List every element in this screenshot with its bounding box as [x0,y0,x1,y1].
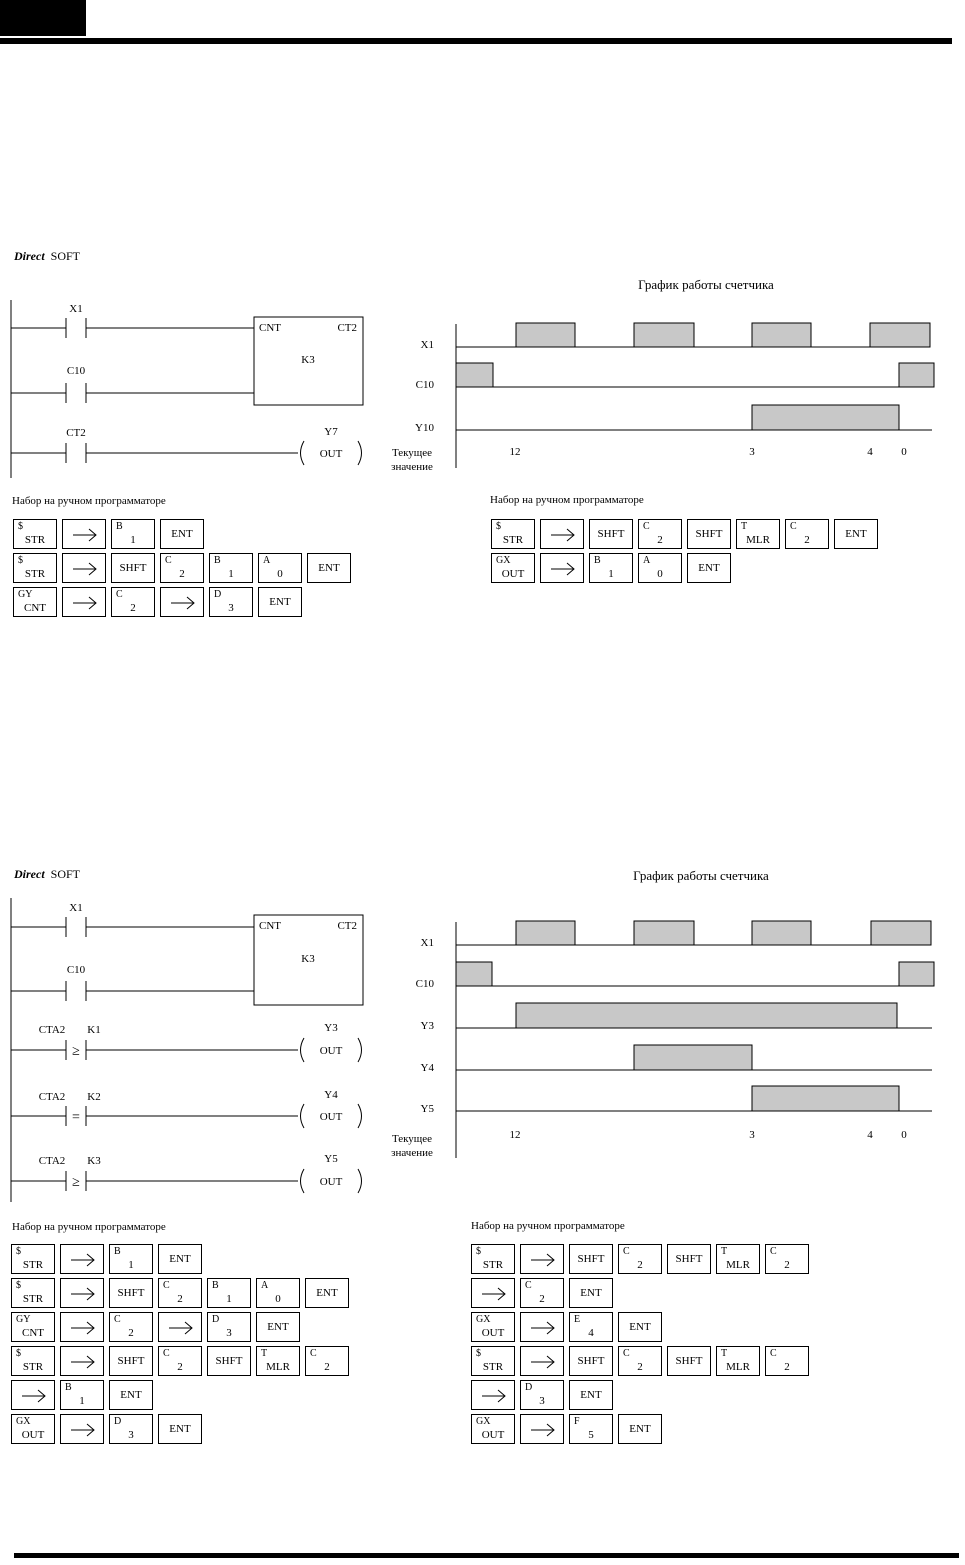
keystroke-row [11,1380,158,1412]
rung-4-contact: CTA2 [38,1091,66,1103]
rung-1-contact: X1 [69,902,83,914]
keystroke-row [11,1278,354,1310]
counter-type: CNT [259,322,281,334]
rung-2-contact: C10 [66,365,86,377]
key-2: C 2 [520,1278,564,1308]
rung-3-contact: CTA2 [38,1024,66,1036]
arrow-key-icon [60,1346,104,1376]
arrow-key-icon [158,1312,202,1342]
count-value: 3 [749,446,755,458]
rung-2-contact: C10 [66,964,86,976]
brand-direct: Direct [14,867,45,881]
key-ent: ENT [109,1380,153,1410]
counter-preset: K3 [301,953,315,965]
signal-label: Y10 [415,422,434,434]
signal-label: Y4 [420,1062,434,1074]
key-5: F 5 [569,1414,613,1444]
key-2: C 2 [638,519,682,549]
key-shft: SHFT [207,1346,251,1376]
counter-name: CT2 [337,322,357,334]
handheld-label: Набор на ручном программаторе [12,1221,166,1233]
count-value: 12 [509,1129,521,1141]
key-2: C 2 [618,1244,662,1274]
keystroke-row [471,1278,618,1310]
current-value-label: значение [391,461,433,473]
key-1: B 1 [111,519,155,549]
key-3: D 3 [520,1380,564,1410]
handheld-label: Набор на ручном программаторе [12,495,166,507]
key-shft: SHFT [109,1346,153,1376]
key-mlr: T MLR [736,519,780,549]
key-out: GX OUT [471,1312,515,1342]
keystroke-row [471,1414,667,1446]
key-ent: ENT [569,1380,613,1410]
coil-label: OUT [319,1111,343,1123]
brand-direct: Direct [14,249,45,263]
arrow-key-icon [520,1414,564,1444]
arrow-key-icon [520,1312,564,1342]
counter-preset: K3 [301,354,315,366]
keystroke-row [471,1312,667,1344]
current-value-label: значение [391,1147,433,1159]
key-2: C 2 [765,1346,809,1376]
key-0: A 0 [258,553,302,583]
coil-address: Y3 [324,1022,338,1034]
timing-title: График работы счетчика [633,868,769,883]
key-out: GX OUT [11,1414,55,1444]
key-2: C 2 [305,1346,349,1376]
signal-label: X1 [420,937,434,949]
key-ent: ENT [569,1278,613,1308]
count-value: 0 [901,446,907,458]
key-str: $ STR [13,519,57,549]
rung-3-contact: CT2 [66,427,86,439]
key-3: D 3 [207,1312,251,1342]
keystroke-row [11,1346,354,1378]
arrow-key-icon [60,1244,104,1274]
key-1: B 1 [109,1244,153,1274]
key-2: C 2 [158,1278,202,1308]
key-shft: SHFT [667,1244,711,1274]
count-value: 4 [867,1129,873,1141]
rung-3-constant: K1 [87,1024,101,1036]
key-4: E 4 [569,1312,613,1342]
key-ent: ENT [834,519,878,549]
counter-type: CNT [259,920,281,932]
coil-label: OUT [319,448,343,460]
key-shft: SHFT [569,1244,613,1274]
count-value: 4 [867,446,873,458]
key-1: B 1 [60,1380,104,1410]
coil-label: OUT [319,1176,343,1188]
timing-title: График работы счетчика [638,277,774,292]
key-1: B 1 [207,1278,251,1308]
key-mlr: T MLR [716,1244,760,1274]
coil-label: OUT [319,1045,343,1057]
key-2: C 2 [158,1346,202,1376]
key-ent: ENT [305,1278,349,1308]
arrow-key-icon [471,1380,515,1410]
count-value: 0 [901,1129,907,1141]
key-shft: SHFT [589,519,633,549]
key-ent: ENT [687,553,731,583]
arrow-key-icon [520,1346,564,1376]
key-out: GX OUT [491,553,535,583]
rung-1-contact: X1 [69,303,83,315]
current-value-label: Текущее [391,1133,433,1145]
key-shft: SHFT [111,553,155,583]
key-str: $ STR [471,1346,515,1376]
keystroke-row [11,1414,207,1446]
key-2: C 2 [618,1346,662,1376]
coil-address: Y7 [324,426,338,438]
key-cnt: GY CNT [11,1312,55,1342]
rung-4-constant: K2 [87,1091,101,1103]
key-0: A 0 [256,1278,300,1308]
key-1: B 1 [589,553,633,583]
key-mlr: T MLR [716,1346,760,1376]
count-value: 12 [509,446,521,458]
key-shft: SHFT [109,1278,153,1308]
keystroke-row [471,1380,618,1412]
arrow-key-icon [60,1312,104,1342]
key-str: $ STR [11,1244,55,1274]
key-1: B 1 [209,553,253,583]
key-ent: ENT [256,1312,300,1342]
signal-label: C10 [415,978,434,990]
key-ent: ENT [618,1312,662,1342]
arrow-key-icon [60,1414,104,1444]
key-out: GX OUT [471,1414,515,1444]
key-ent: ENT [618,1414,662,1444]
arrow-key-icon [520,1244,564,1274]
key-3: D 3 [109,1414,153,1444]
rung-5-contact: CTA2 [38,1155,66,1167]
rung-4-compare-symbol: = [72,1110,80,1125]
signal-label: X1 [420,339,434,351]
key-str: $ STR [491,519,535,549]
key-0: A 0 [638,553,682,583]
keystroke-row [471,1346,814,1378]
key-2: C 2 [109,1312,153,1342]
key-2: C 2 [111,587,155,617]
handheld-label: Набор на ручном программаторе [471,1220,625,1232]
rung-3-compare-symbol: ≥ [72,1044,80,1059]
key-2: C 2 [160,553,204,583]
key-str: $ STR [11,1346,55,1376]
key-2: C 2 [765,1244,809,1274]
key-cnt: GY CNT [13,587,57,617]
key-ent: ENT [160,519,204,549]
key-shft: SHFT [569,1346,613,1376]
key-str: $ STR [471,1244,515,1274]
arrow-key-icon [11,1380,55,1410]
current-value-label: Текущее [391,447,433,459]
rung-5-compare-symbol: ≥ [72,1175,80,1190]
key-shft: SHFT [687,519,731,549]
keystroke-row [11,1244,207,1276]
key-ent: ENT [158,1414,202,1444]
count-value: 3 [749,1129,755,1141]
coil-address: Y4 [324,1089,338,1101]
keystroke-row [11,1312,305,1344]
signal-label: C10 [415,379,434,391]
rung-5-constant: K3 [87,1155,101,1167]
arrow-key-icon [60,1278,104,1308]
counter-name: CT2 [337,920,357,932]
key-ent: ENT [158,1244,202,1274]
key-mlr: T MLR [256,1346,300,1376]
keystroke-row [471,1244,814,1276]
key-3: D 3 [209,587,253,617]
brand-soft: SOFT [50,867,80,881]
brand-soft: SOFT [50,249,80,263]
signal-label: Y5 [420,1103,434,1115]
handheld-label: Набор на ручном программаторе [490,494,644,506]
key-ent: ENT [307,553,351,583]
key-shft: SHFT [667,1346,711,1376]
key-str: $ STR [11,1278,55,1308]
footer-rule [14,1553,959,1558]
key-2: C 2 [785,519,829,549]
key-str: $ STR [13,553,57,583]
arrow-key-icon [471,1278,515,1308]
key-ent: ENT [258,587,302,617]
coil-address: Y5 [324,1153,338,1165]
signal-label: Y3 [420,1020,434,1032]
